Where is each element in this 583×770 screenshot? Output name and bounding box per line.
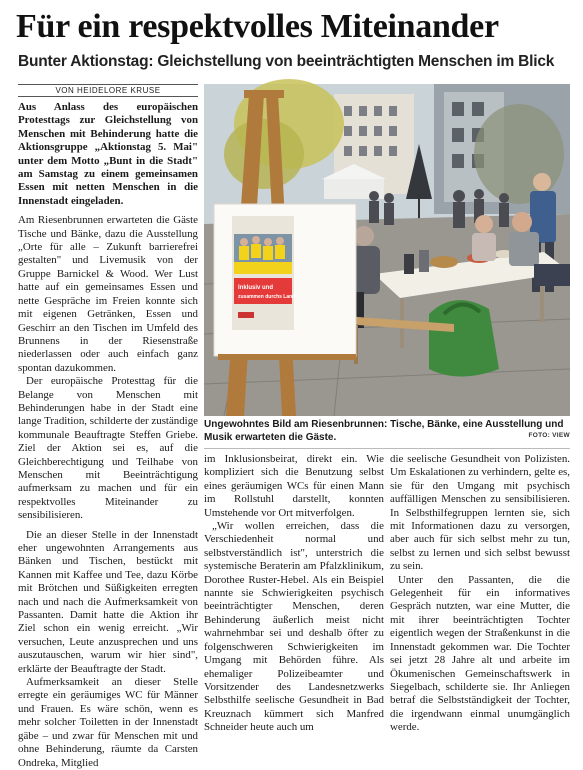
photo-illustration	[204, 84, 570, 416]
column-2	[204, 453, 384, 735]
paragraph: Der europäische Protesttag für die Belange von Menschen mit Behinderungen habe in der Stadt eine lange Tradition, schilderte der zuständige kommunale Beauftragte Steffen Griebe. Ziel der Aktion sei es, auf die Gleichberechtigung und Teilhabe von Menschen mit Beeinträchtigung aufmerksam zu machen und für ein respektvolles Miteinander zu sensibilisieren.	[18, 375, 198, 522]
article-photo	[204, 84, 570, 416]
paragraph: im Inklusionsbeirat, direkt ein. Wie kompliziert sich die Benutzung selbst eines geräumigen WCs für einen Mann im Rollstuhl darstellt, konnten Umstehende vor Ort mitverfolgen.	[204, 453, 384, 519]
poster-line-2: zusammen durchs Land!	[238, 294, 297, 300]
photo-caption: Ungewohntes Bild am Riesenbrunnen: Tische, Bänke, eine Ausstellung und Musik erwarteten die Gäste.	[204, 419, 564, 443]
paragraph: „Wir wollen erreichen, dass die Verschiedenheit normal und selbstverständlich ist", unterstrich die systemische Beraterin am Pfalzklinikum, Dorothee Ruster-Hebel. Als ein Beispiel nannte sie Schwierigkeiten psychisch beeinträchtigter Menschen, deren Behinderung äußerlich meist nicht wahrnehmbar sei und deshalb öfter zu folgenschweren Schwierigkeiten im Umgang mit Behörden führe. Als ehemaliger Polizeibeamter und Vorsitzender des Landesnetzwerks Selbsthilfe seelische Gesundheit in Bad Kreuznach kümmert sich Manfred Schneider heute auch um	[204, 520, 384, 734]
byline: VON HEIDELORE KRUSE	[18, 84, 198, 97]
poster-line-1: Inklusiv und	[238, 285, 274, 291]
paragraph: die seelische Gesundheit von Polizisten. Um Eskalationen zu verhindern, gelte es, sie für den Umgang mit psychisch auffälligen Menschen zu sensibilisieren. In Selbsthilfegruppen lernten sie, sich mit Informationen dazu zu versorgen, aber auch für sich selbst mehr zu tun, selbst zu lernen und sich selbst bewusst zu sein.	[390, 453, 570, 573]
headline: Für ein respektvolles Miteinander	[16, 8, 499, 45]
paragraph: Am Riesenbrunnen erwarteten die Gäste Tische und Bänke, dazu die Ausstellung „Orte für alle – Zukunft barrierefrei gestalten" und Livemusik von der Gruppe Barnickel & Wood. Wer Lust hatte auf ein gemeinsames Essen und nette Gespräche im Freien konnte sich mit eigenen Getränken, Essen und Geschirr an den Tischen im Umfeld des Brunnens in der Riesenstraße niederlassen oder auch einfach ganz spontan dazukommen.	[18, 214, 198, 374]
column-3	[390, 453, 570, 735]
lead-paragraph: Aus Anlass des europäischen Protesttags zur Gleichstellung von Menschen mit Behinderung hatte die Aktionsgruppe „Aktionstag 5. Mai" unter dem Motto „Bunt in die Stadt" am Samstag zu einem gemeinsamen Essen mit netten Menschen in die Innenstadt eingeladen.	[18, 101, 198, 207]
column-1	[18, 101, 198, 770]
divider	[204, 448, 570, 449]
photo-credit: FOTO: VIEW	[528, 432, 570, 439]
subheadline: Bunter Aktionstag: Gleichstellung von beeinträchtigten Menschen im Blick	[18, 53, 555, 70]
paragraph: Die an dieser Stelle in der Innenstadt eher ungewohnten Arrangements aus Bänken und Tischen, bestückt mit Kannen mit Kaffee und Tee, dazu Körbe mit Brötchen und Süßigkeiten erregten nach und nach die Aufmerksamkeit von Passanten. Damit hatte die Aktion ihr Ziel schon ein wenig erreicht. „Wir versuchen, Leute anzusprechen und uns auszutauschen, warum wir hier sind", erklärte der Beauftragte der Stadt.	[18, 528, 198, 675]
paragraph: Aufmerksamkeit an dieser Stelle erregte ein geräumiges WC für Männer und Frauen. Es wäre schön, wenn es mehr solcher Toiletten in der Innenstadt gäbe – und zwar für Menschen mit und ohne Behinderung, räumte da Carsten Ondreka, Mitglied	[18, 676, 198, 769]
paragraph: Unter den Passanten, die die Gelegenheit für ein informatives Gespräch nutzten, war eine Mutter, die mit ihrer beeinträchtigten Tochter eigentlich wegen der Straßenkunst in die Innenstadt gekommen war. Die Tochter sei jetzt 28 Jahre alt und arbeite im Ökumenischen Gemeinschaftswerk in Siegelbach, schilderte sie. Ihr Anliegen betraf die Selbstständigkeit der Tochter, die irgendwann einmal unumgänglich werde.	[390, 573, 570, 734]
